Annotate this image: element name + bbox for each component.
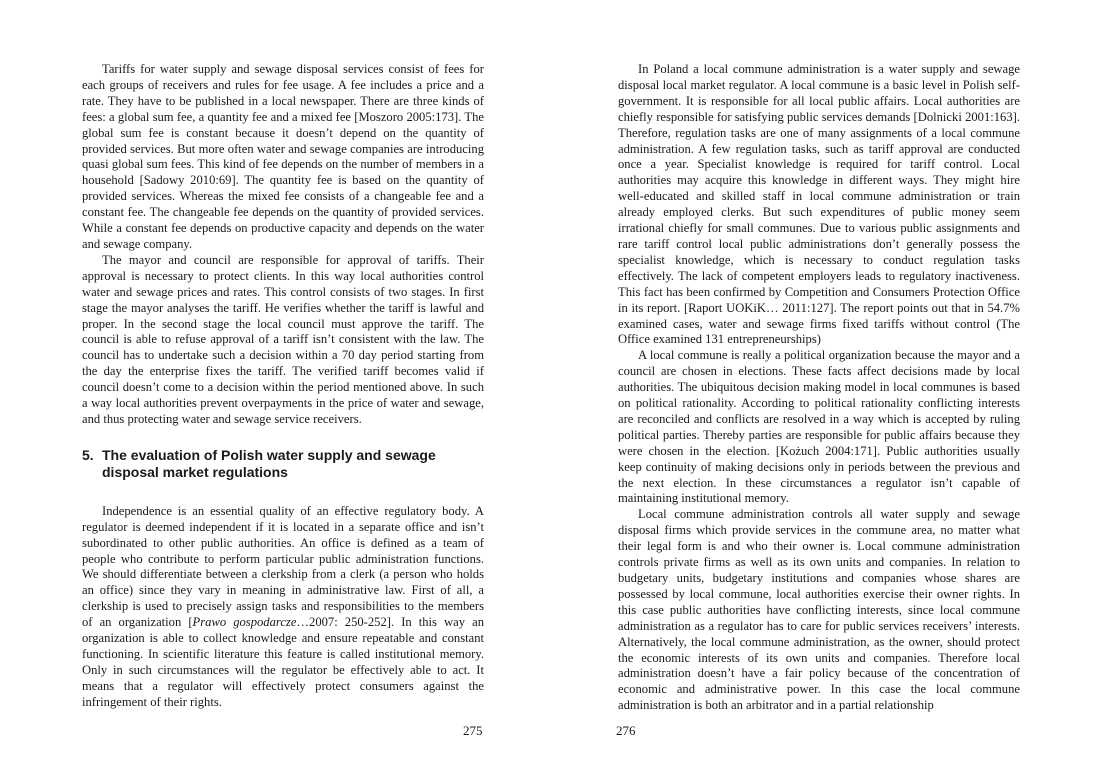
right-page-text-column <box>618 62 1020 714</box>
left-page-text-column <box>82 62 484 711</box>
paragraph: A local commune is really a political organization because the mayor and a council are chosen in elections. These facts affect decisions made by local authorities. The ubiquitous decision making model in local communes is based on political rationality. According to political rationality conflicting interests are reconciled and conflicts are resolved in a way which is accepted by ruling political parties. Thereby parties are responsible for public affairs because they were chosen in the election. [Kożuch 2004:171]. Public authorities usually keep continuity of making decisions only in periods between the previous and the next election. In these circumstances a regulator isn’t capable of maintaining institutional memory. <box>618 348 1020 506</box>
paragraph-text: Independence is an essential quality of an effective regulatory body. A regulator is deemed independent if it is located in a separate office and isn’t subordinated to other public authorities. An office is defined as a team of people who contribute to perform particular public administration functions. We should differentiate between a clerkship from a clerk (a person who holds an office) since they vary in meaning in administrative law. First of all, a clerkship is used to precisely assign tasks and responsibilities to the members of an organization [ <box>82 503 484 630</box>
citation-italic: Prawo gospodarcze <box>192 615 297 630</box>
paragraph-text: …2007: 250-252]. In this way an organization is able to collect knowledge and ensure repeatable and constant functioning. In scientific literature this feature is called institutional memory. Only in such circumstances will the regulator be effectively able to act. It means that a regulator will effectively protect consumers against the infringement of their rights. <box>82 615 484 709</box>
paragraph: Local commune administration controls all water supply and sewage disposal firms which provide services in the commune area, no matter what their legal form is and who their owner is. Local commune administration controls private firms as well as its own units and companies. In relation to budgetary units, budgetary institutions and companies whose shares are possessed by local commune, local authorities exercise their owner rights. In this case public authorities have conflicting interests, since local commune administration as a regulator has to care for public services receivers’ interests. Alternatively, the local commune administration, as the owner, should protect the economic interests of its own units and companies. Therefore local administration doesn’t have a fair policy because of the concentration of economic and administrative power. In this case the local commune administration is both an arbitrator and in a partial relationship <box>618 507 1020 713</box>
section-number: 5. <box>82 446 94 463</box>
right-page <box>550 0 1100 783</box>
paragraph: Tariffs for water supply and sewage disposal services consist of fees for each groups of receivers and rules for fee usage. A fee includes a price and a rate. They have to be published in a local newspaper. There are three kinds of fees: a global sum fee, a quantity fee and a mixed fee [Moszoro 2005:173]. The global sum fee is constant because it doesn’t depend on the quantity of provided services. But more often water and sewage companies are introducing quasi global sum fees. This kind of fee depends on the number of members in a household [Sadowy 2010:69]. The quantity fee is based on the quantity of provided services. Whereas the mixed fee consists of a changeable fee and a constant fee. The changeable fee depends on the quantity of provided services. While a constant fee depends on productive capacity and depends on the water and sewage company. <box>82 62 484 251</box>
paragraph: The mayor and council are responsible for approval of tariffs. Their approval is necessary to protect clients. In this way local authorities control water and sewage prices and rates. This control consists of two stages. In first stage the mayor analyses the tariff. He verifies whether the tariff is lawful and proper. In the second stage the local council must approve the tariff. The council is able to refuse approval of a tariff isn’t consistent with the law. The council has to undertake such a decision within a 70 day period starting from the day the enterprise fixes the tariff. The verified tariff becomes valid if council doesn’t come to a decision within the period mentioned above. In such a way local authorities prevent overpayments in the price of water and sewage, and thus protecting water and sewage service receivers. <box>82 252 484 426</box>
paragraph: In Poland a local commune administration is a water supply and sewage disposal local market regulator. A local commune is a basic level in Polish self-government. It is responsible for all local public affairs. Local authorities are chiefly responsible for satisfying public services demands [Dolnicki 2001:163]. Therefore, regulation tasks are one of many assignments of a local commune administration. A few regulation tasks, such as tariff approval are conducted once a year. Specialist knowledge is required for tariff control. Local authorities may acquire this knowledge in different ways. They might hire well-educated and skilled staff in local commune administration or train already employed clerks. But such expenditures of public money seem irrational chiefly for small communes. Due to various public assignments and rare tariff control local public administrations don’t generally possess the specialist knowledge, which is necessary to conduct regulation tasks effectively. The lack of competent employers leads to regulatory inactiveness. This fact has been confirmed by Competition and Consumers Protection Office in its report. [Raport UOKiK… 2011:127]. The report points out that in 54.7% examined cases, water and sewage firms fixed tariffs without control (The Office examined 131 entrepreneurships) <box>618 62 1020 347</box>
page-number: 275 <box>463 723 483 738</box>
paragraph <box>82 504 484 711</box>
section-heading <box>82 447 484 481</box>
section-title: The evaluation of Polish water supply and sewage disposal market regulations <box>102 446 436 480</box>
page-number: 276 <box>616 723 636 738</box>
